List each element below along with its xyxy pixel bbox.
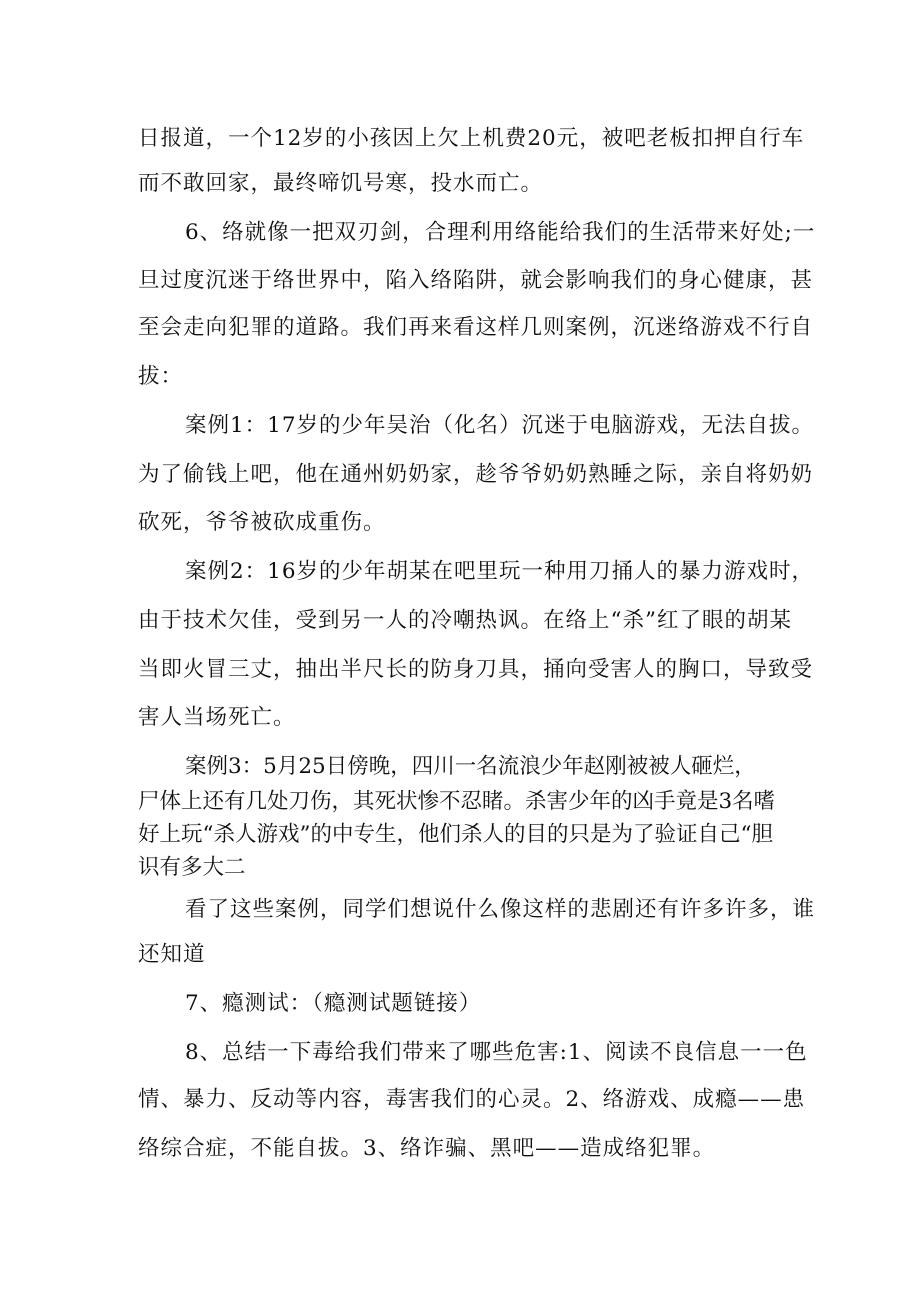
- paragraph-line: 识有多大二: [138, 855, 246, 880]
- paragraph-line: 而不敢回家，最终啼饥号寒，投水而亡。: [138, 171, 544, 196]
- paragraph-line: 日报道，一个12岁的小孩因上欠上机费20元，被吧老板扣押自行车: [138, 126, 805, 151]
- paragraph-line: 案例2：16岁的少年胡某在吧里玩一种用刀捅人的暴力游戏时，: [185, 559, 815, 584]
- paragraph-line: 砍死，爷爷被砍成重伤。: [138, 510, 386, 535]
- paragraph-line: 还知道: [138, 942, 206, 967]
- paragraph-line: 好上玩“杀人游戏”的中专生，他们杀人的目的只是为了验证自己“胆: [138, 822, 773, 847]
- paragraph-line: 8、总结一下毒给我们带来了哪些危害:1、阅读不良信息一一色: [185, 1040, 808, 1065]
- paragraph-line: 为了偷钱上吧，他在通州奶奶家，趁爷爷奶奶熟睡之际，亲自将奶奶: [138, 462, 814, 487]
- paragraph-line: 拔：: [138, 364, 184, 389]
- paragraph-line: 当即火冒三丈，抽出半尺长的防身刀具，捅向受害人的胸口，导致受: [138, 657, 814, 682]
- paragraph-line: 络综合症，不能自拔。3、络诈骗、黑吧——造成络犯罪。: [138, 1136, 716, 1161]
- paragraph-line: 旦过度沉迷于络世界中，陷入络陷阱，就会影响我们的身心健康，甚: [138, 268, 814, 293]
- paragraph-line: 害人当场死亡。: [138, 705, 296, 730]
- paragraph-line: 案例1：17岁的少年吴治（化名）沉迷于电脑游戏，无法自拔。: [185, 413, 815, 438]
- paragraph-line: 6、络就像一把双刃剑，合理利用络能给我们的生活带来好处;一: [185, 220, 816, 245]
- paragraph-line: 案例3：5月25日傍晚，四川一名流浪少年赵刚被被人砸烂，: [185, 754, 756, 779]
- paragraph-line: 至会走向犯罪的道路。我们再来看这样几则案例，沉迷络游戏不行自: [138, 315, 814, 340]
- paragraph-line: 7、瘾测试：（瘾测试题链接）: [185, 991, 482, 1016]
- paragraph-line: 看了这些案例，同学们想说什么像这样的悲剧还有许多许多，谁: [185, 897, 816, 922]
- paragraph-line: 情、暴力、反动等内容，毒害我们的心灵。2、络游戏、成瘾——患: [138, 1087, 806, 1112]
- paragraph-line: 尸体上还有几处刀伤，其死状惨不忍睹。杀害少年的凶手竟是3名嗜: [138, 789, 776, 814]
- paragraph-line: 由于技术欠佳，受到另一人的冷嘲热讽。在络上“杀”红了眼的胡某: [138, 608, 792, 633]
